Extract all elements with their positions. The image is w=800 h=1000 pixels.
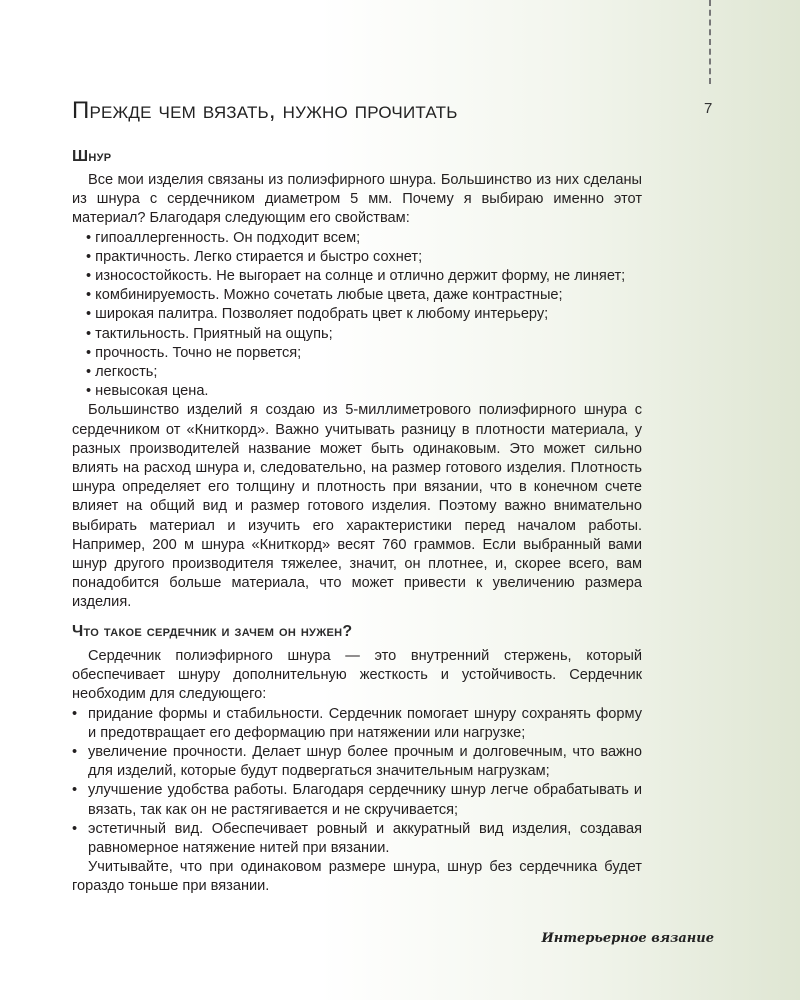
section-cord-body: [72, 171, 642, 613]
footer-book-title: Интерьерное вязание: [541, 931, 714, 946]
list-item: • практичность. Легко стирается и быстро сохнет;: [86, 248, 642, 267]
cord-properties-list: [72, 229, 642, 402]
section-core-body: [72, 647, 642, 897]
list-item: • широкая палитра. Позволяет подобрать цвет к любому интерьеру;: [86, 305, 642, 324]
list-item: • прочность. Точно не порвется;: [86, 344, 642, 363]
list-item: • тактильность. Приятный на ощупь;: [86, 325, 642, 344]
page-title: Прежде чем вязать, нужно прочитать: [72, 97, 458, 124]
page-number: 7: [704, 100, 713, 117]
list-item: • улучшение удобства работы. Благодаря сердечнику шнур легче обрабатывать и вязать, так как он не растягивается и не скручивается;: [72, 781, 642, 819]
core-benefits-list: [72, 705, 642, 859]
section-heading-core: Что такое сердечник и зачем он нужен?: [72, 623, 353, 640]
list-item: • комбинируемость. Можно сочетать любые цвета, даже контрастные;: [86, 286, 642, 305]
decorative-dashed-line: [709, 0, 711, 84]
core-closing-paragraph: Учитывайте, что при одинаковом размере шнура, шнур без сердечника будет гораздо тоньше при вязании.: [72, 859, 642, 895]
list-item: • невысокая цена.: [86, 382, 642, 401]
cord-body-paragraph: Большинство изделий я создаю из 5-миллиметрового полиэфирного шнура с сердечником от «Книткорд». Важно учитывать разницу в плотности материала, у разных производителей название может быть одинаковым. Это может сильно влиять на расход шнура и, следовательно, на размер готового изделия. Плотность шнура определяет его толщину и плотность при вязании, что в конечном счете влияет на общий вид и размер готового изделия. Поэтому важно внимательно выбирать материал и изучить его характеристики перед началом работы. Например, 200 м шнура «Книткорд» весят 760 граммов. Если выбранный вами шнур другого производителя тяжелее, значит, он плотнее, и, скорее всего, вам понадобится больше материала, что может привести к увеличению размера изделия.: [72, 402, 642, 611]
list-item: • легкость;: [86, 363, 642, 382]
core-intro-paragraph: Сердечник полиэфирного шнура — это внутренний стержень, который обеспечивает шнуру дополнительную жесткость и устойчивость. Сердечник необходим для следующего:: [72, 648, 642, 703]
section-heading-cord: Шнур: [72, 148, 112, 165]
list-item: • увеличение прочности. Делает шнур более прочным и долговечным, что важно для изделий, которые будут подвергаться значительным нагрузкам;: [72, 743, 642, 781]
list-item: • износостойкость. Не выгорает на солнце и отлично держит форму, не линяет;: [86, 267, 642, 286]
cord-intro-paragraph: Все мои изделия связаны из полиэфирного шнура. Большинство из них сделаны из шнура с сердечником диаметром 5 мм. Почему я выбираю именно этот материал? Благодаря следующим его свойствам:: [72, 172, 642, 227]
list-item: • придание формы и стабильности. Сердечник помогает шнуру сохранять форму и предотвращает его деформацию при натяжении или нагрузке;: [72, 705, 642, 743]
list-item: • эстетичный вид. Обеспечивает ровный и аккуратный вид изделия, создавая равномерное натяжение нитей при вязании.: [72, 820, 642, 858]
list-item: • гипоаллергенность. Он подходит всем;: [86, 229, 642, 248]
